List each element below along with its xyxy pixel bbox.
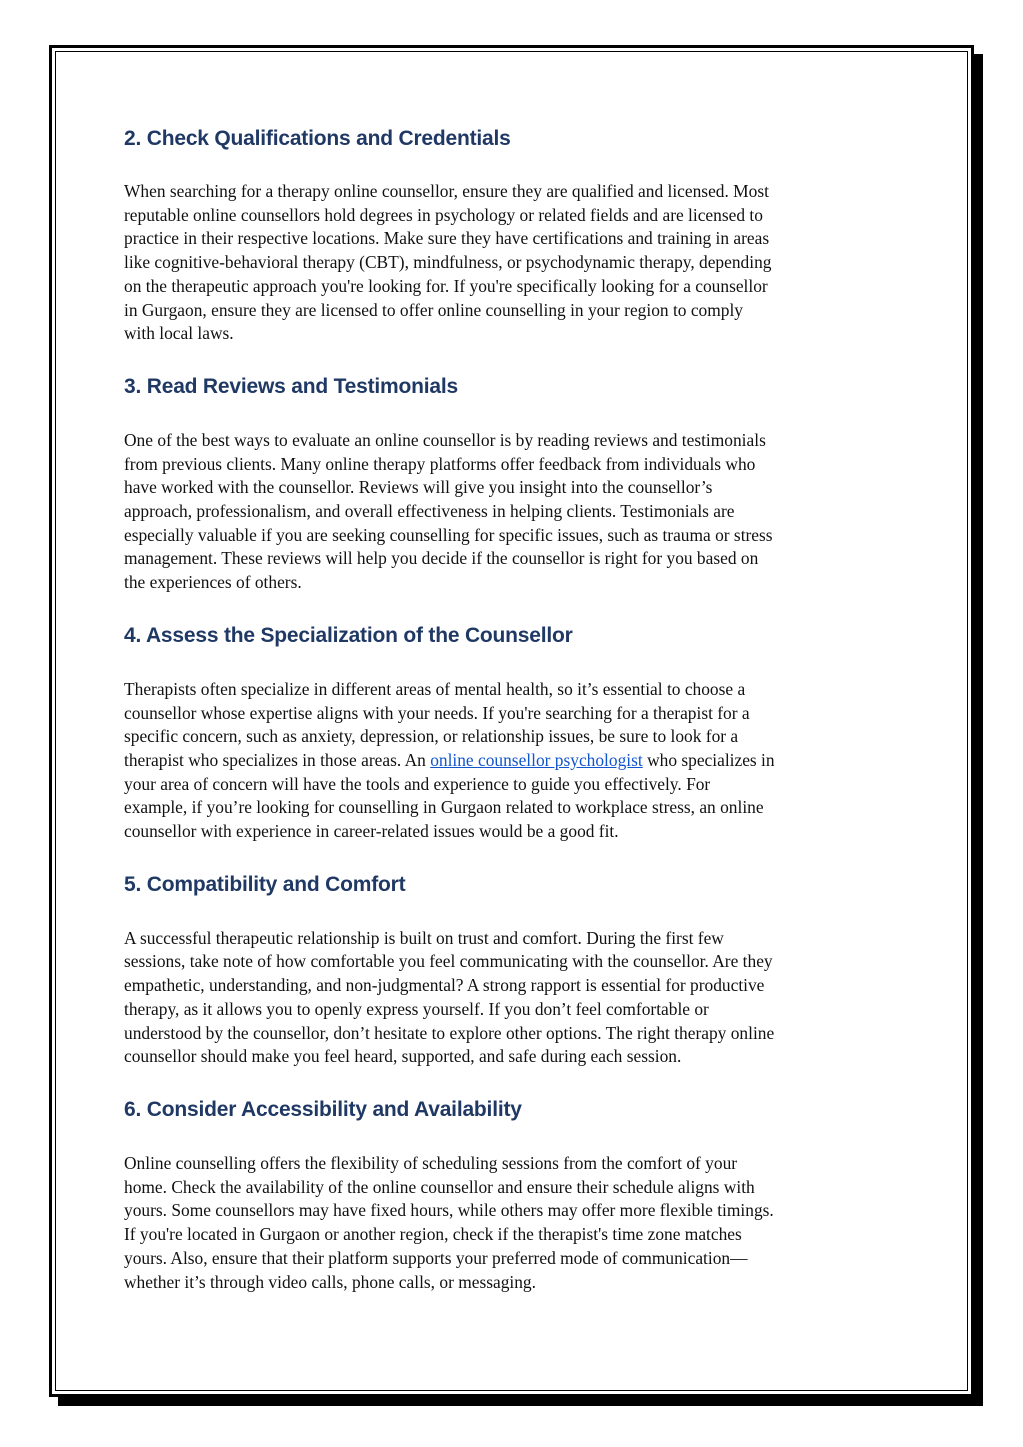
text-line: from previous clients. Many online therapy platforms offer feedback from individuals who: [124, 453, 756, 474]
text-line: in Gurgaon, ensure they are licensed to offer online counselling in your region to comply: [124, 299, 743, 320]
text-line: counsellor should make you feel heard, supported, and safe during each session.: [124, 1046, 682, 1067]
text-line: with local laws.: [124, 323, 234, 344]
text-line: empathetic, understanding, and non-judgmental? A strong rapport is essential for productive: [124, 975, 765, 996]
section-paragraph-specialization: [124, 678, 904, 844]
text-line: therapist who specializes in those areas. An: [124, 749, 431, 770]
text-line: like cognitive-behavioral therapy (CBT), mindfulness, or psychodynamic therapy, depending: [124, 252, 772, 273]
text-line: your area of concern will have the tools and experience to guide you effectively. For: [124, 773, 711, 794]
online-counsellor-psychologist-link[interactable]: online counsellor psychologist: [430, 749, 643, 770]
text-line: counsellor with experience in career-related issues would be a good fit.: [124, 821, 619, 842]
section-heading-accessibility: 6. Consider Accessibility and Availability: [124, 1097, 522, 1121]
text-line: who specializes in: [642, 749, 775, 770]
section-paragraph-reviews: [124, 429, 904, 595]
document-body: [124, 124, 904, 1294]
text-line: especially valuable if you are seeking counselling for specific issues, such as trauma or stress: [124, 524, 773, 545]
text-line: on the therapeutic approach you're looking for. If you're specifically looking for a counsellor: [124, 275, 768, 296]
text-line: yours. Also, ensure that their platform supports your preferred mode of communication—: [124, 1247, 748, 1268]
text-line: yours. Some counsellors may have fixed hours, while others may offer more flexible timings.: [124, 1200, 774, 1221]
text-line: Online counselling offers the flexibility of scheduling sessions from the comfort of your: [124, 1152, 738, 1173]
text-line: management. These reviews will help you decide if the counsellor is right for you based on: [124, 548, 759, 569]
text-line: practice in their respective locations. Make sure they have certifications and training in areas: [124, 228, 770, 249]
text-line: the experiences of others.: [124, 572, 302, 593]
text-line: reputable online counsellors hold degrees in psychology or related fields and are licensed to: [124, 204, 763, 225]
text-line: home. Check the availability of the online counsellor and ensure their schedule aligns with: [124, 1176, 755, 1197]
text-line: sessions, take note of how comfortable you feel communicating with the counsellor. Are they: [124, 951, 773, 972]
text-line: approach, professionalism, and overall effectiveness in helping clients. Testimonials are: [124, 501, 735, 522]
section-paragraph-compatibility: [124, 927, 904, 1069]
text-line: have worked with the counsellor. Reviews will give you insight into the counsellor’s: [124, 477, 713, 498]
text-line: Therapists often specialize in different areas of mental health, so it’s essential to choose a: [124, 678, 746, 699]
section-heading-reviews: 3. Read Reviews and Testimonials: [124, 374, 458, 398]
section-heading-compatibility: 5. Compatibility and Comfort: [124, 872, 406, 896]
text-line: therapy, as it allows you to openly express yourself. If you don’t feel comfortable or: [124, 998, 709, 1019]
section-paragraph-qualifications: [124, 180, 904, 346]
text-line: If you're located in Gurgaon or another region, check if the therapist's time zone matches: [124, 1224, 742, 1245]
text-line: counsellor whose expertise aligns with your needs. If you're searching for a therapist for a: [124, 702, 750, 723]
section-heading-specialization: 4. Assess the Specialization of the Counsellor: [124, 623, 573, 647]
text-line: specific concern, such as anxiety, depression, or relationship issues, be sure to look for a: [124, 726, 739, 747]
text-line: example, if you’re looking for counselling in Gurgaon related to workplace stress, an online: [124, 797, 764, 818]
section-paragraph-accessibility: [124, 1152, 904, 1294]
text-line: A successful therapeutic relationship is built on trust and comfort. During the first few: [124, 927, 724, 948]
text-line: When searching for a therapy online counsellor, ensure they are qualified and licensed. Most: [124, 181, 769, 201]
text-line: One of the best ways to evaluate an online counsellor is by reading reviews and testimonials: [124, 429, 766, 450]
text-line: whether it’s through video calls, phone calls, or messaging.: [124, 1271, 536, 1292]
section-heading-qualifications: 2. Check Qualifications and Credentials: [124, 127, 511, 150]
text-line: understood by the counsellor, don’t hesitate to explore other options. The right therapy online: [124, 1022, 775, 1043]
